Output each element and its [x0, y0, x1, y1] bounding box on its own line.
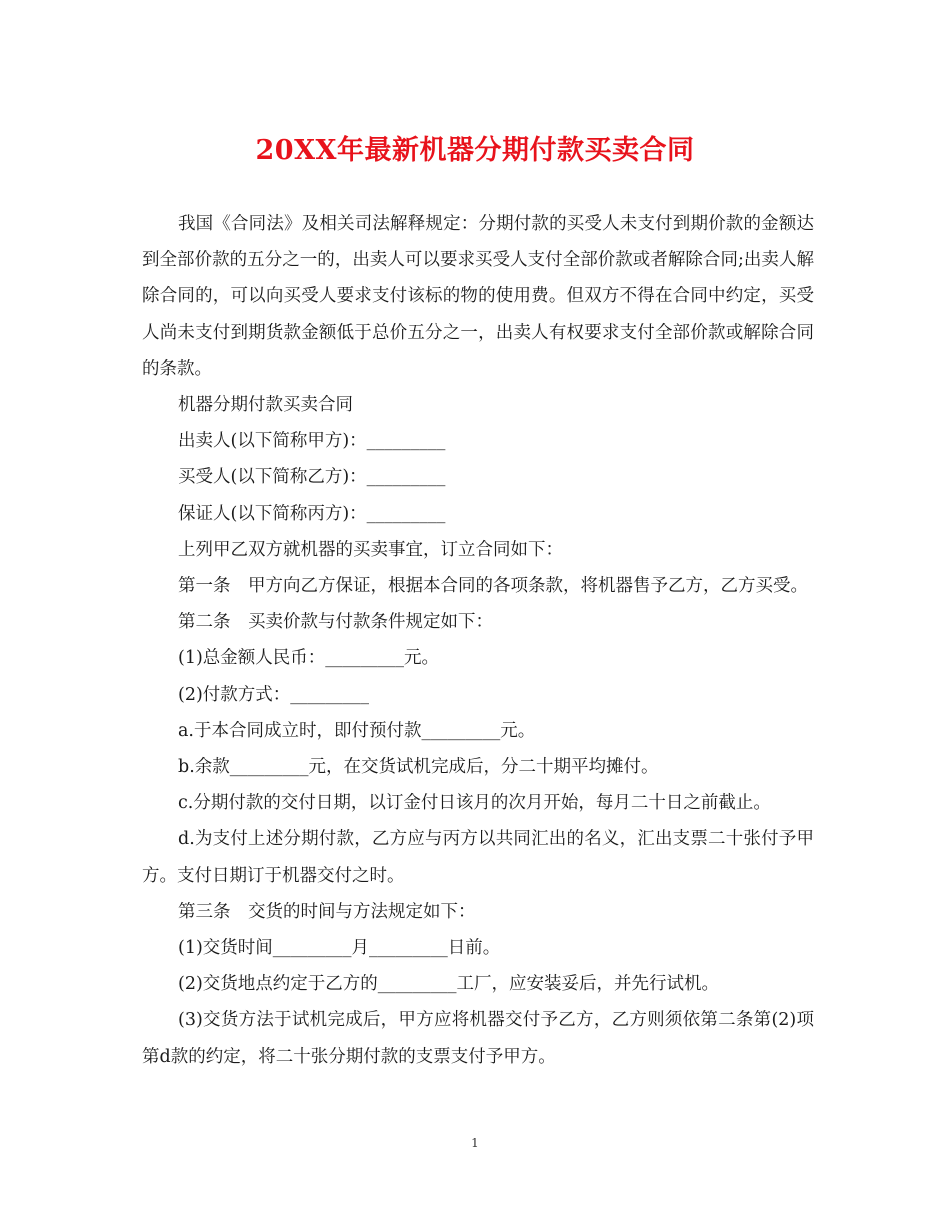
article-2-item-d: d.为支付上述分期付款，乙方应与丙方以共同汇出的名义，汇出支票二十张付予甲方。支付日期订于机器交付之时。 — [142, 829, 814, 886]
article-3-heading: 第三条 交货的时间与方法规定如下： — [178, 901, 476, 922]
article-2-item-b: b.余款_________元，在交货试机完成后，分二十期平均摊付。 — [178, 757, 659, 778]
article-2-item-a: a.于本合同成立时，即付预付款_________元。 — [178, 720, 536, 741]
buyer-line: 买受人(以下简称乙方)：_________ — [178, 467, 446, 488]
article-2-item-1: (1)总金额人民币：_________元。 — [178, 648, 440, 669]
page-number: 1 — [471, 1136, 479, 1150]
article-3-item-1: (1)交货时间_________月_________日前。 — [178, 938, 501, 959]
document-body — [142, 206, 814, 1075]
article-1: 第一条 甲方向乙方保证，根据本合同的各项条款，将机器售予乙方，乙方买受。 — [178, 576, 808, 597]
preamble-line: 上列甲乙双方就机器的买卖事宜，订立合同如下： — [178, 539, 563, 560]
article-3-item-2: (2)交货地点约定于乙方的_________工厂，应安装妥后，并先行试机。 — [178, 974, 720, 995]
guarantor-line: 保证人(以下简称丙方)：_________ — [178, 503, 446, 524]
article-2-heading: 第二条 买卖价款与付款条件规定如下： — [178, 612, 493, 633]
article-2-item-2: (2)付款方式：_________ — [178, 684, 370, 705]
document-title: 20XX年最新机器分期付款买卖合同 — [255, 135, 695, 166]
intro-paragraph: 我国《合同法》及相关司法解释规定：分期付款的买受人未支付到期价款的金额达到全部价款的五分之一的，出卖人可以要求买受人支付全部价款或者解除合同;出卖人解除合同的，可以向买受人要求支付该标的物的使用费。但双方不得在合同中约定，买受人尚未支付到期货款金额低于总价五分之一，出卖人有权要求支付全部价款或解除合同的条款。 — [142, 214, 814, 379]
seller-line: 出卖人(以下简称甲方)：_________ — [178, 431, 446, 452]
article-2-item-c: c.分期付款的交付日期，以订金付日该月的次月开始，每月二十日之前截止。 — [178, 793, 771, 814]
article-3-item-3: (3)交货方法于试机完成后，甲方应将机器交付予乙方，乙方则须依第二条第(2)项第d款的约定，将二十张分期付款的支票支付予甲方。 — [142, 1010, 814, 1067]
contract-name: 机器分期付款买卖合同 — [178, 395, 353, 416]
